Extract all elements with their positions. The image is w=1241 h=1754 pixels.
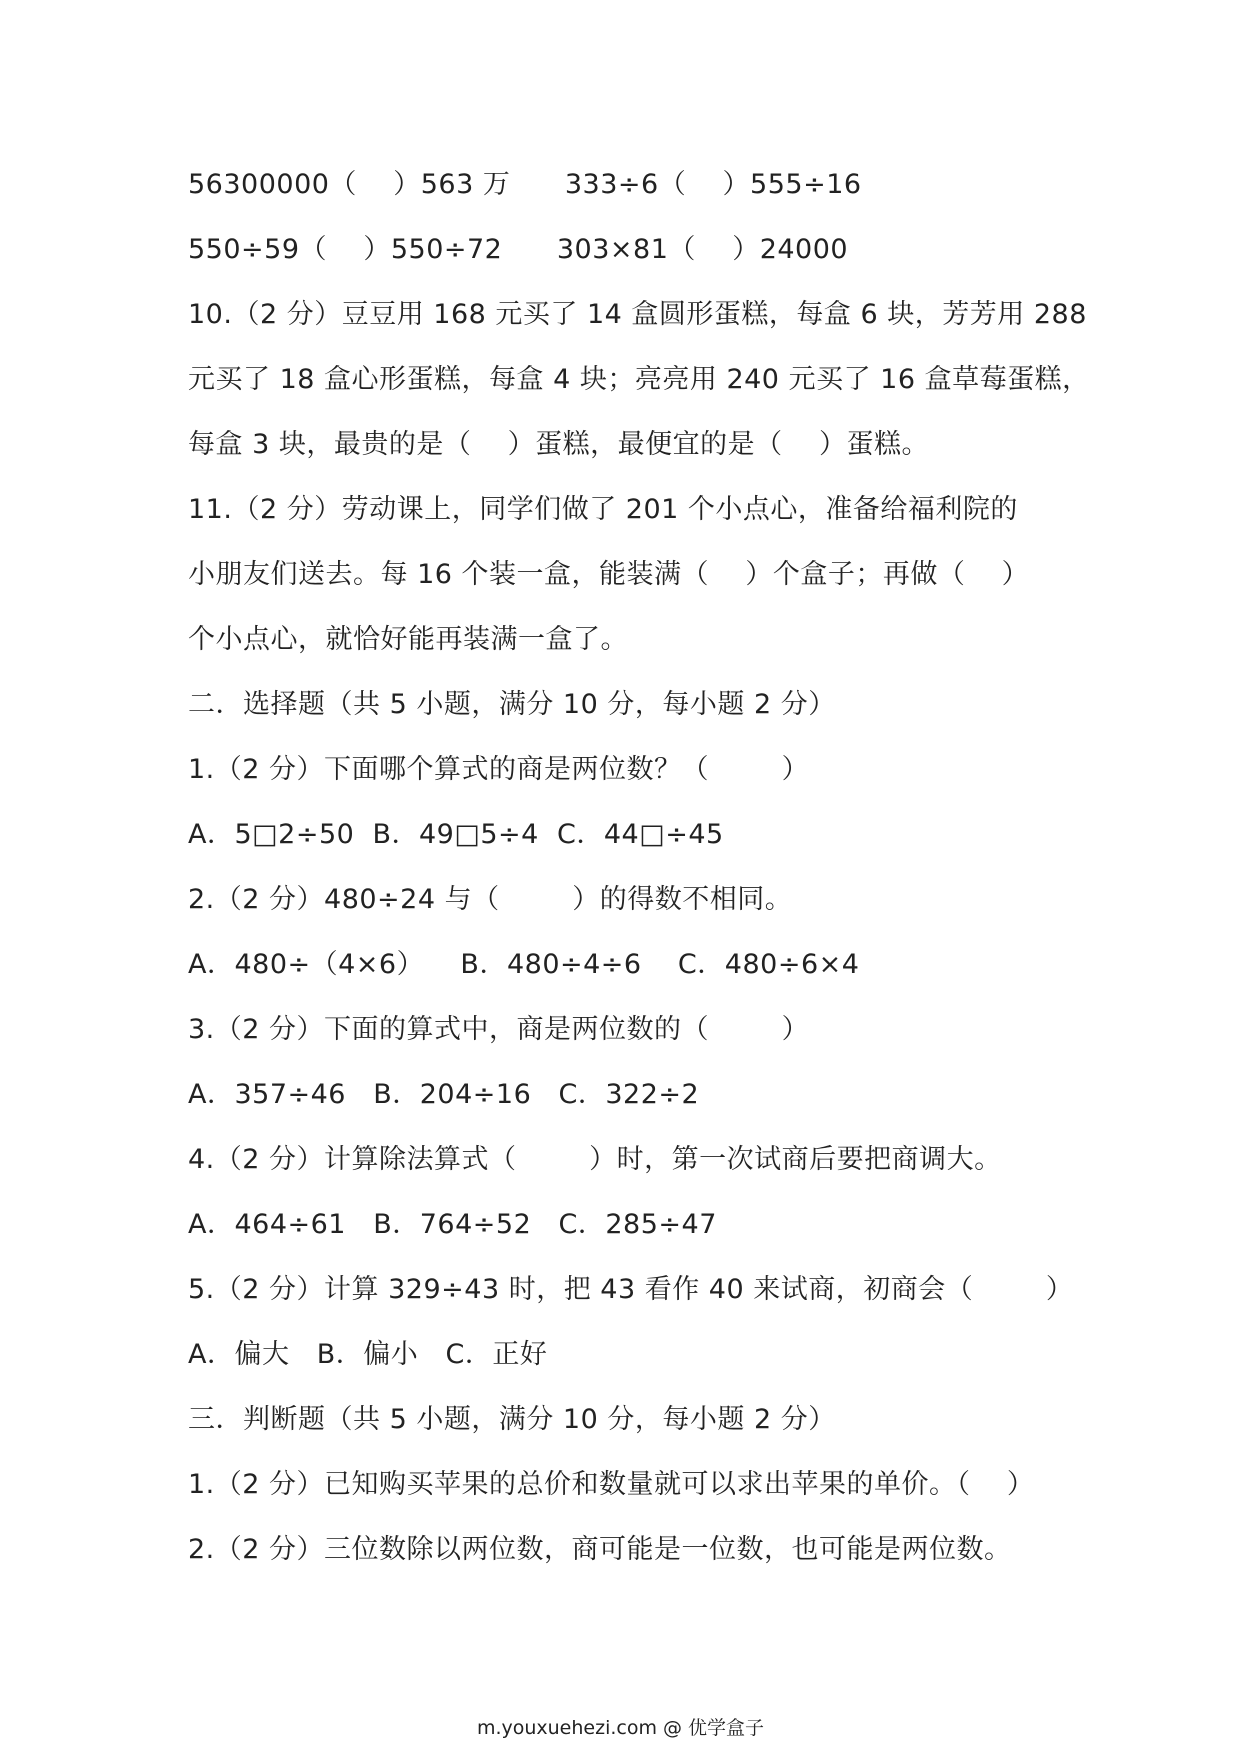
judge-question-2: 2.（2 分）三位数除以两位数，商可能是一位数，也可能是两位数。 [188, 1534, 1012, 1565]
footer-watermark: m.youxuehezi.com @ 优学盒子 [476, 1717, 765, 1739]
question-11-line-2: 小朋友们送去。每 16 个装一盒，能装满（ ）个盒子；再做（ ） [188, 559, 1030, 590]
section-2-heading: 二．选择题（共 5 小题，满分 10 分，每小题 2 分） [188, 689, 836, 720]
choice-question-5-options: A．偏大 B．偏小 C．正好 [188, 1339, 548, 1370]
choice-question-2: 2.（2 分）480÷24 与（ ）的得数不相同。 [188, 884, 793, 915]
question-10-line-3: 每盒 3 块，最贵的是（ ）蛋糕，最便宜的是（ ）蛋糕。 [188, 429, 930, 460]
judge-question-1: 1.（2 分）已知购买苹果的总价和数量就可以求出苹果的单价。（ ） [188, 1469, 1035, 1500]
question-11-line-3: 个小点心，就恰好能再装满一盒了。 [188, 624, 628, 655]
choice-question-4-options: A．464÷61 B．764÷52 C．285÷47 [188, 1209, 717, 1240]
question-10-line-1: 10.（2 分）豆豆用 168 元买了 14 盒圆形蛋糕，每盒 6 块，芳芳用 288 [188, 299, 1087, 330]
choice-question-3: 3.（2 分）下面的算式中，商是两位数的（ ） [188, 1014, 810, 1045]
question-11-line-1: 11.（2 分）劳动课上，同学们做了 201 个小点心，准备给福利院的 [188, 494, 1018, 525]
section-3-heading: 三．判断题（共 5 小题，满分 10 分，每小题 2 分） [188, 1404, 836, 1435]
question-10-line-2: 元买了 18 盒心形蛋糕，每盒 4 块；亮亮用 240 元买了 16 盒草莓蛋糕， [188, 364, 1090, 395]
choice-question-3-options: A．357÷46 B．204÷16 C．322÷2 [188, 1079, 700, 1110]
choice-question-1: 1.（2 分）下面哪个算式的商是两位数？（ ） [188, 754, 810, 785]
choice-question-1-options: A．5□2÷50 B．49□5÷4 C．44□÷45 [188, 819, 724, 850]
compare-row-1: 56300000（ ）563 万 333÷6（ ）555÷16 [188, 169, 862, 200]
choice-question-5: 5.（2 分）计算 329÷43 时，把 43 看作 40 来试商，初商会（ ） [188, 1274, 1074, 1305]
choice-question-4: 4.（2 分）计算除法算式（ ）时，第一次试商后要把商调大。 [188, 1144, 1002, 1175]
choice-question-2-options: A．480÷（4×6） B．480÷4÷6 C．480÷6×4 [188, 949, 860, 980]
compare-row-2: 550÷59（ ）550÷72 303×81（ ）24000 [188, 234, 849, 265]
